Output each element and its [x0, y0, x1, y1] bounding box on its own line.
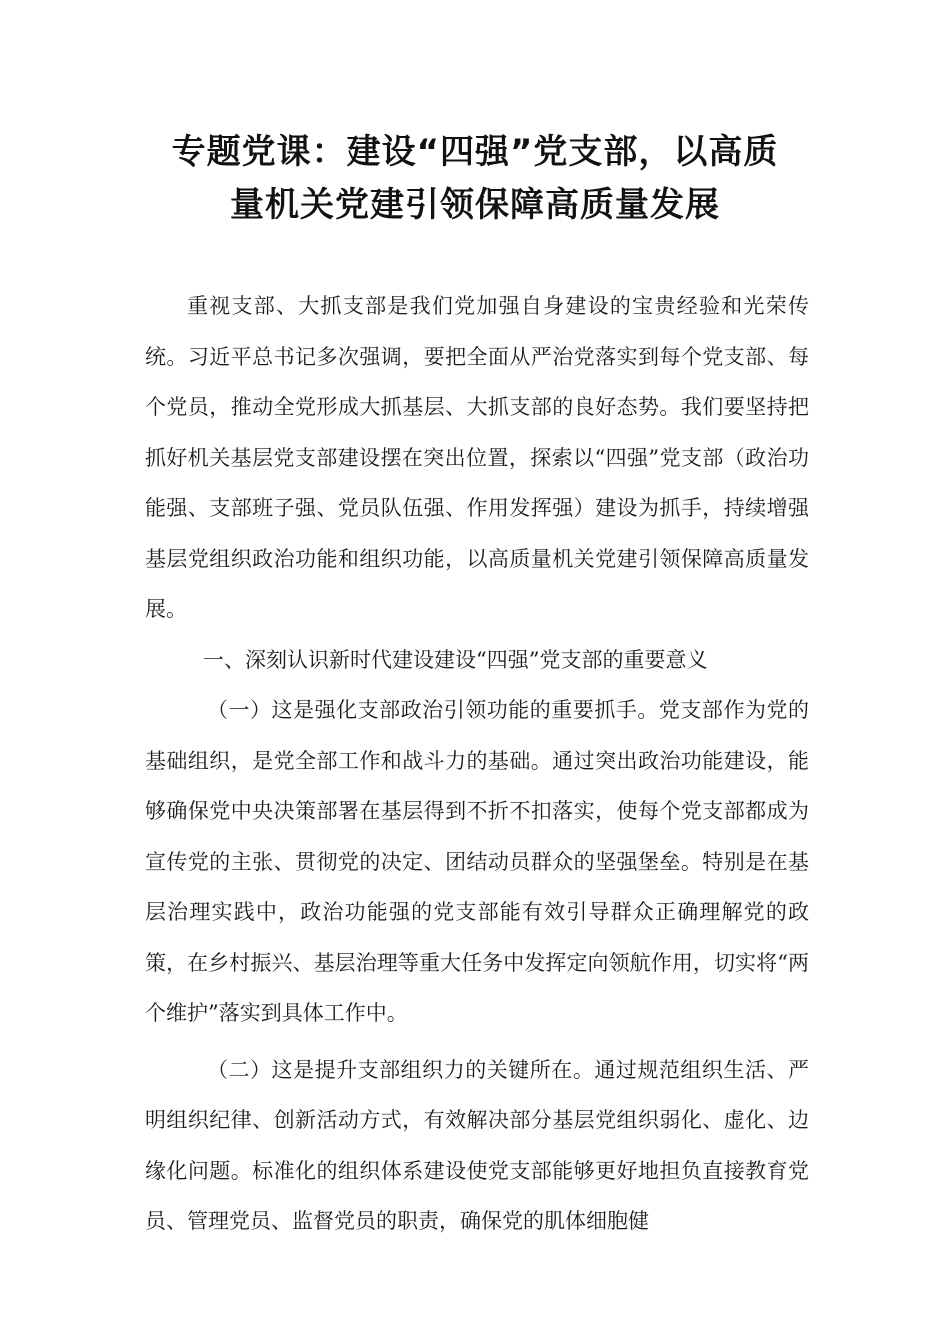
title-line-2: 量机关党建引领保障高质量发展	[230, 185, 720, 225]
document-body	[145, 281, 809, 1247]
intro-paragraph: 重视支部、大抓支部是我们党加强自身建设的宝贵经验和光荣传统。习近平总书记多次强调，要把全面从严治党落实到每个党支部、每个党员，推动全党形成大抓基层、大抓支部的良好态势。我们要坚持把抓好机关基层党支部建设摆在突出位置，探索以“四强”党支部（政治功能强、支部班子强、党员队伍强、作用发挥强）建设为抓手，持续增强基层党组织政治功能和组织功能，以高质量机关党建引领保障高质量发展。	[145, 294, 809, 621]
subsection-paragraph-2: （二）这是提升支部组织力的关键所在。通过规范组织生活、严明组织纪律、创新活动方式，有效解决部分基层党组织弱化、虚化、边缘化问题。标准化的组织体系建设使党支部能够更好地担负直接教育党员、管理党员、监督党员的职责，确保党的肌体细胞健	[145, 1057, 809, 1233]
section-heading-1: 一、深刻认识新时代建设建设“四强”党支部的重要意义	[203, 647, 708, 672]
document-title	[120, 126, 830, 232]
subsection-paragraph-1: （一）这是强化支部政治引领功能的重要抓手。党支部作为党的基础组织，是党全部工作和战斗力的基础。通过突出政治功能建设，能够确保党中央决策部署在基层得到不折不扣落实，使每个党支部都成为宣传党的主张、贯彻党的决定、团结动员群众的坚强堡垒。特别是在基层治理实践中，政治功能强的党支部能有效引导群众正确理解党的政策，在乡村振兴、基层治理等重大任务中发挥定向领航作用，切实将“两个维护”落实到具体工作中。	[145, 698, 809, 1025]
title-line-1: 专题党课：建设“四强”党支部，以高质	[171, 132, 779, 172]
